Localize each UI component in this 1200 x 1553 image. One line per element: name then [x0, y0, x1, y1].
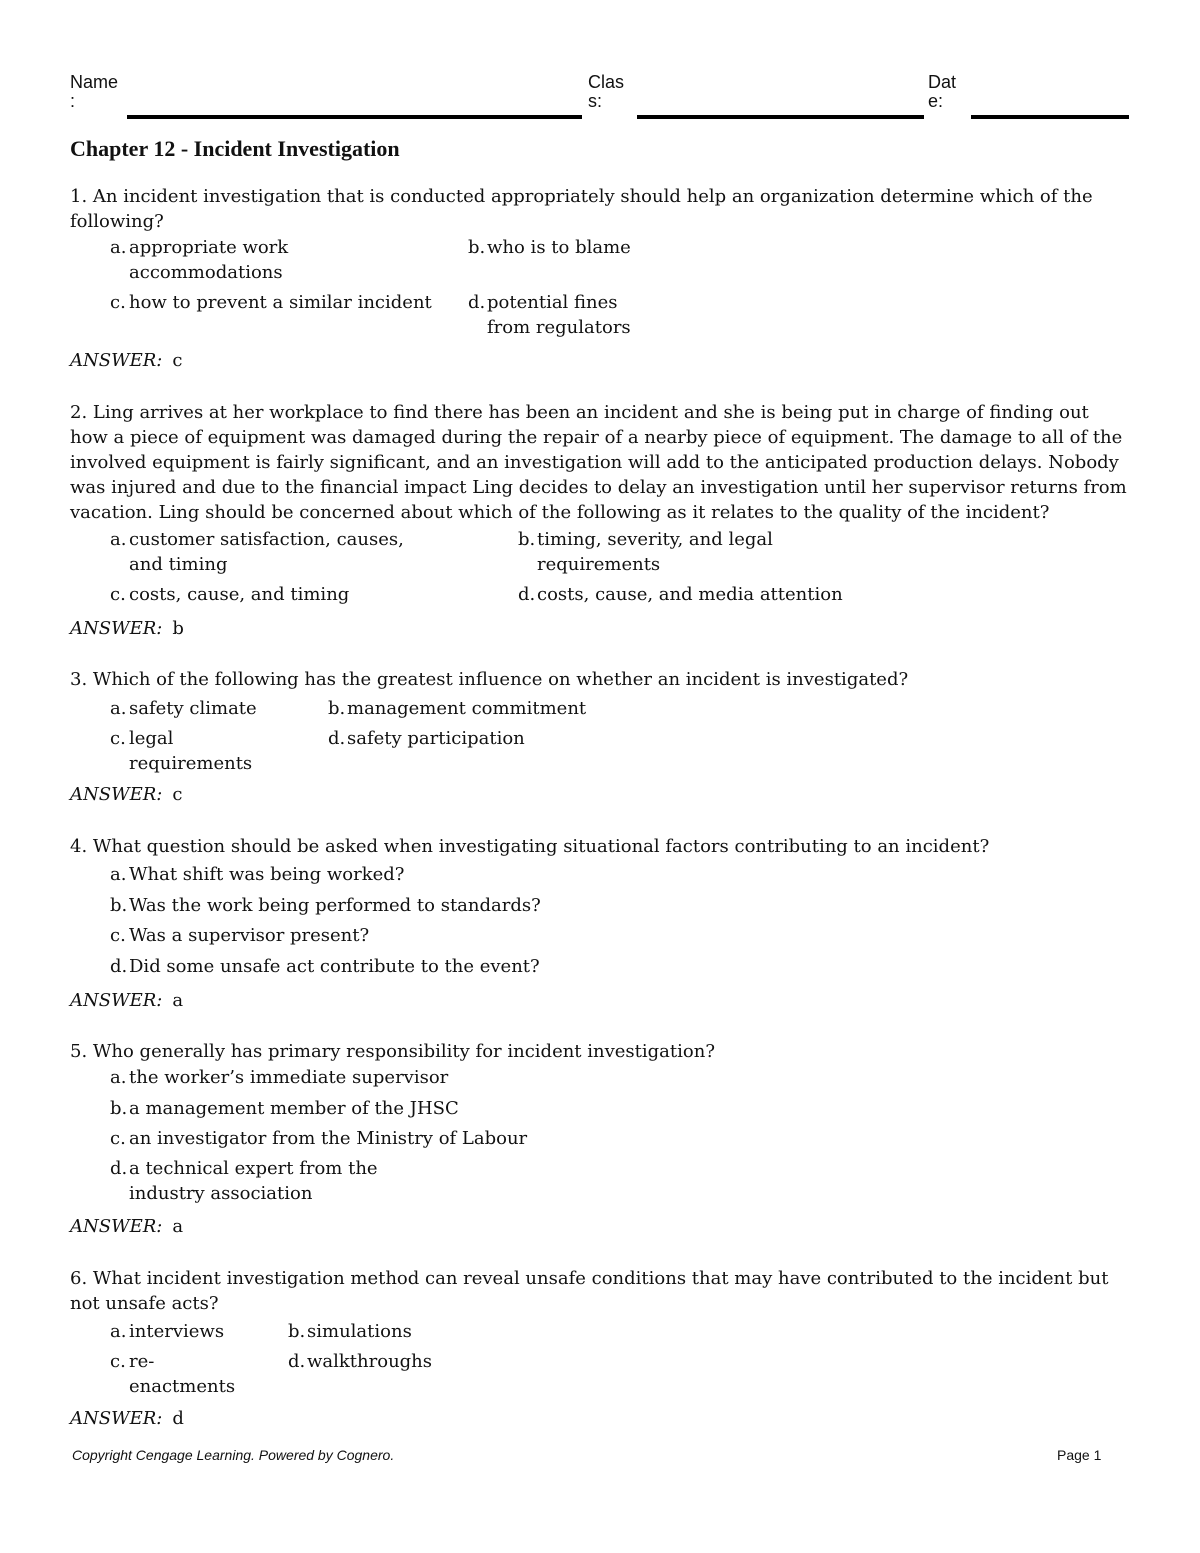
question-text: 3. Which of the following has the greatest influence on whether an incident is investigated? — [70, 669, 909, 690]
answer-value: a — [172, 1216, 184, 1237]
class-field-line[interactable] — [637, 115, 924, 119]
option-b[interactable]: b. timing, severity, and legal requirements — [518, 529, 773, 575]
answer-line: ANSWER: a — [70, 1216, 184, 1237]
options — [110, 692, 1130, 778]
options — [110, 525, 1130, 612]
answer-value: c — [172, 350, 183, 371]
answer-value: a — [172, 990, 184, 1011]
option-b[interactable]: b. who is to blame — [468, 237, 631, 258]
option-b[interactable]: b. simulations — [288, 1321, 412, 1342]
option-a[interactable]: a. appropriate work accommodations — [110, 237, 289, 283]
question-2 — [70, 400, 1130, 641]
option-a[interactable]: a. interviews — [110, 1321, 225, 1342]
answer-line: ANSWER: c — [70, 784, 183, 805]
answer-line: ANSWER: d — [70, 1408, 184, 1429]
option-d[interactable]: d. a technical expert from the industry association — [110, 1158, 378, 1204]
question-4 — [70, 834, 1130, 1013]
footer-copyright: Copyright Cengage Learning. Powered by Cognero. — [72, 1447, 395, 1463]
question-1 — [70, 184, 1130, 373]
option-a[interactable]: a. safety climate — [110, 698, 257, 719]
option-c[interactable]: c. Was a supervisor present? — [110, 925, 370, 946]
option-a[interactable]: a. customer satisfaction, causes, and timing — [110, 529, 404, 575]
question-text: 4. What question should be asked when investigating situational factors contributing to an incident? — [70, 836, 990, 857]
option-c[interactable]: c. legal requirements — [110, 728, 253, 774]
question-text: 6. What incident investigation method can reveal unsafe conditions that may have contributed to the incident but not unsafe acts? — [70, 1268, 1109, 1314]
answer-value: c — [172, 784, 183, 805]
option-b[interactable]: b. a management member of the JHSC — [110, 1098, 459, 1119]
answer-value: d — [172, 1408, 184, 1429]
footer-page-number: Page 1 — [1057, 1447, 1102, 1463]
date-field-line[interactable] — [971, 115, 1129, 119]
name-field-line[interactable] — [127, 115, 582, 119]
options — [110, 234, 1130, 344]
option-d[interactable]: d. costs, cause, and media attention — [518, 584, 843, 605]
answer-line: ANSWER: b — [70, 618, 184, 639]
option-a[interactable]: a. What shift was being worked? — [110, 864, 405, 885]
option-c[interactable]: c. an investigator from the Ministry of Labour — [110, 1128, 528, 1149]
options — [110, 859, 1130, 984]
option-d[interactable]: d. walkthroughs — [288, 1351, 433, 1372]
date-label: Dat e: — [928, 72, 957, 111]
option-c[interactable]: c. re-enactments — [110, 1351, 236, 1397]
question-3 — [70, 667, 1130, 807]
answer-value: b — [172, 618, 184, 639]
question-text: 1. An incident investigation that is conducted appropriately should help an organization determine which of the following? — [70, 186, 1093, 232]
question-text: 5. Who generally has primary responsibility for incident investigation? — [70, 1041, 715, 1062]
option-b[interactable]: b. management commitment — [328, 698, 587, 719]
option-c[interactable]: c. costs, cause, and timing — [110, 584, 350, 605]
answer-line: ANSWER: c — [70, 350, 183, 371]
answer-line: ANSWER: a — [70, 990, 184, 1011]
option-c[interactable]: c. how to prevent a similar incident — [110, 292, 432, 313]
name-label: Name : — [70, 72, 119, 111]
class-label: Clas s: — [588, 72, 625, 111]
option-d[interactable]: d. safety participation — [328, 728, 525, 749]
option-d[interactable]: d. Did some unsafe act contribute to the event? — [110, 956, 540, 977]
option-b[interactable]: b. Was the work being performed to standards? — [110, 895, 541, 916]
question-text: 2. Ling arrives at her workplace to find there has been an incident and she is being put in charge of finding out how a piece of equipment was damaged during the repair of a nearby piece of equipment. The damage to all of the involved equipment is fairly significant, and an investigation will add to the anticipated production delays. Nobody was injured and due to the financial impact Ling decides to delay an investigation until her supervisor returns from vacation. Ling should be concerned about which of the following as it relates to the quality of the incident? — [70, 402, 1127, 523]
option-a[interactable]: a. the worker’s immediate supervisor — [110, 1067, 449, 1088]
options — [110, 1316, 1130, 1402]
question-6 — [70, 1266, 1130, 1431]
option-d[interactable]: d. potential fines from regulators — [468, 292, 631, 338]
options — [110, 1064, 1130, 1210]
page-title: Chapter 12 - Incident Investigation — [70, 136, 400, 161]
question-5 — [70, 1039, 1130, 1239]
